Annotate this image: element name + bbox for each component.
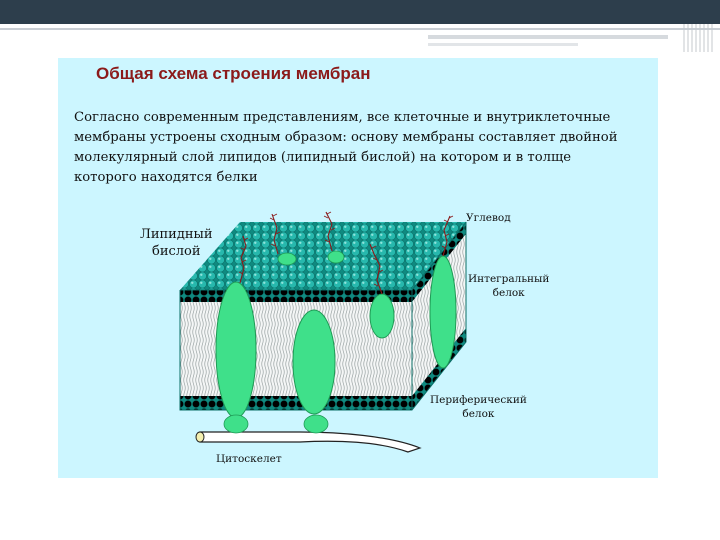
slide-title: Общая схема строения мембран bbox=[96, 64, 371, 83]
integral-protein-4 bbox=[430, 256, 456, 368]
label-peripheral-protein-line2: белок bbox=[462, 408, 495, 420]
integral-protein-3 bbox=[370, 294, 394, 338]
bilayer-front-lower-heads bbox=[180, 396, 412, 410]
integral-protein-2 bbox=[293, 310, 335, 414]
label-peripheral-protein bbox=[430, 393, 527, 421]
cytoskeleton-end bbox=[196, 432, 204, 442]
peripheral-protein-bottom-2 bbox=[304, 415, 328, 433]
label-carbohydrate: Углевод bbox=[466, 212, 511, 224]
peripheral-protein-top-2 bbox=[328, 251, 344, 263]
label-lipid-bilayer bbox=[140, 226, 213, 260]
label-peripheral-protein-line1: Периферический bbox=[430, 394, 527, 406]
label-integral-protein bbox=[468, 272, 549, 300]
peripheral-protein-bottom-1 bbox=[224, 415, 248, 433]
slide-body-text: Согласно современным представлениям, все клеточные и внутриклеточные мембраны устроены сходным образом: основу мембраны составляет двойной молекулярный слой липидов (липидный бислой) на котором и в толще которого находятся белки bbox=[74, 110, 618, 185]
label-lipid-bilayer-line1: Липидный bbox=[140, 227, 213, 242]
label-cytoskeleton: Цитоскелет bbox=[216, 453, 282, 465]
label-lipid-bilayer-line2: бислой bbox=[152, 244, 201, 259]
integral-protein-1 bbox=[216, 282, 256, 418]
label-integral-protein-line1: Интегральный bbox=[468, 273, 550, 285]
label-integral-protein-line2: белок bbox=[492, 287, 525, 299]
peripheral-protein-top-1 bbox=[278, 253, 296, 265]
cytoskeleton-filament bbox=[200, 432, 420, 452]
